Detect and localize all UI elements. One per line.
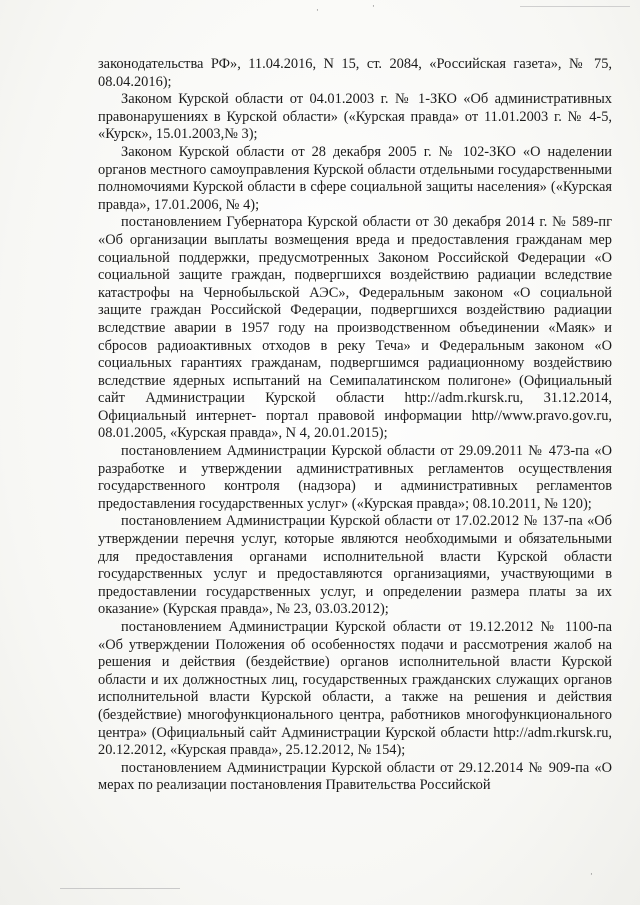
scan-speck: · (372, 2, 375, 12)
paragraph-4: постановлением Губернатора Курской области от 30 декабря 2014 г. № 589-пг «Об организации выплаты возмещения вреда и предоставления гражданам мер социальной поддержки, предусмотренных Законом Российской Федерации «О социальной защите граждан, подвергшихся воздействию радиации вследствие катастрофы на Чернобыльской АЭС», Федеральным законом «О социальной защите граждан Российской Федерации, подвергшихся воздействию радиации вследствие аварии в 1957 году на производственном объединении «Маяк» и сбросов радиоактивных отходов в реку Теча» и Федеральным законом «О социальных гарантиях гражданам, подвергшимся радиационному воздействию вследствие ядерных испытаний на Семипалатинском полигоне» (Официальный сайт Администрации Курской области http://adm.rkursk.ru, 31.12.2014, Официальный интернет- портал правовой информации http//www.pravo.gov.ru, 08.01.2005, «Курская правда», N 4, 20.01.2015); (98, 214, 612, 442)
paragraph-2: Законом Курской области от 04.01.2003 г. № 1-ЗКО «Об административных правонарушениях в Курской области» («Курская правда» от 11.01.2003 г. № 4-5, «Курск», 15.01.2003,№ 3); (98, 91, 612, 143)
bottom-edge-line (60, 888, 180, 889)
top-edge-line (520, 6, 630, 7)
paragraph-8: постановлением Администрации Курской области от 29.12.2014 № 909-па «О мерах по реализации постановления Правительства Российской (98, 759, 612, 794)
paragraph-7: постановлением Администрации Курской области от 19.12.2012 № 1100-па «Об утверждении Положения об особенностях подачи и рассмотрения жалоб на решения и действия (бездействие) органов исполнительной власти Курской области и их должностных лиц, государственных гражданских служащих органов исполнительной власти Курской области, а также на решения и действия (бездействие) многофункционального центра, работников многофункционального центра» (Официальный сайт Администрации Курской области http://adm.rkursk.ru, 20.12.2012, «Курская правда», 25.12.2012, № 154); (98, 619, 612, 759)
scan-speck: · (590, 870, 593, 880)
paragraph-6: постановлением Администрации Курской области от 17.02.2012 № 137-па «Об утверждении перечня услуг, которые являются необходимыми и обязательными для предоставления органами исполнительной власти Курской области государственных услуг и предоставляются организациями, участвующими в предоставлении государственных услуг, и определении размера платы за их оказание» (Курская правда», № 23, 03.03.2012); (98, 513, 612, 618)
scan-speck: · (316, 6, 319, 16)
paragraph-1: законодательства РФ», 11.04.2016, N 15, ст. 2084, «Российская газета», № 75, 08.04.2016); (98, 56, 612, 90)
document-body (98, 56, 612, 795)
paragraph-5: постановлением Администрации Курской области от 29.09.2011 № 473-па «О разработке и утверждении административных регламентов осуществления государственного контроля (надзора) и административных регламентов предоставления государственных услуг» («Курская правда»; 08.10.2011, № 120); (98, 443, 612, 512)
paragraph-3: Законом Курской области от 28 декабря 2005 г. № 102-ЗКО «О наделении органов местного самоуправления Курской области отдельными государственными полномочиями Курской области в сфере социальной защиты населения» («Курская правда», 17.01.2006, № 4); (98, 143, 612, 213)
